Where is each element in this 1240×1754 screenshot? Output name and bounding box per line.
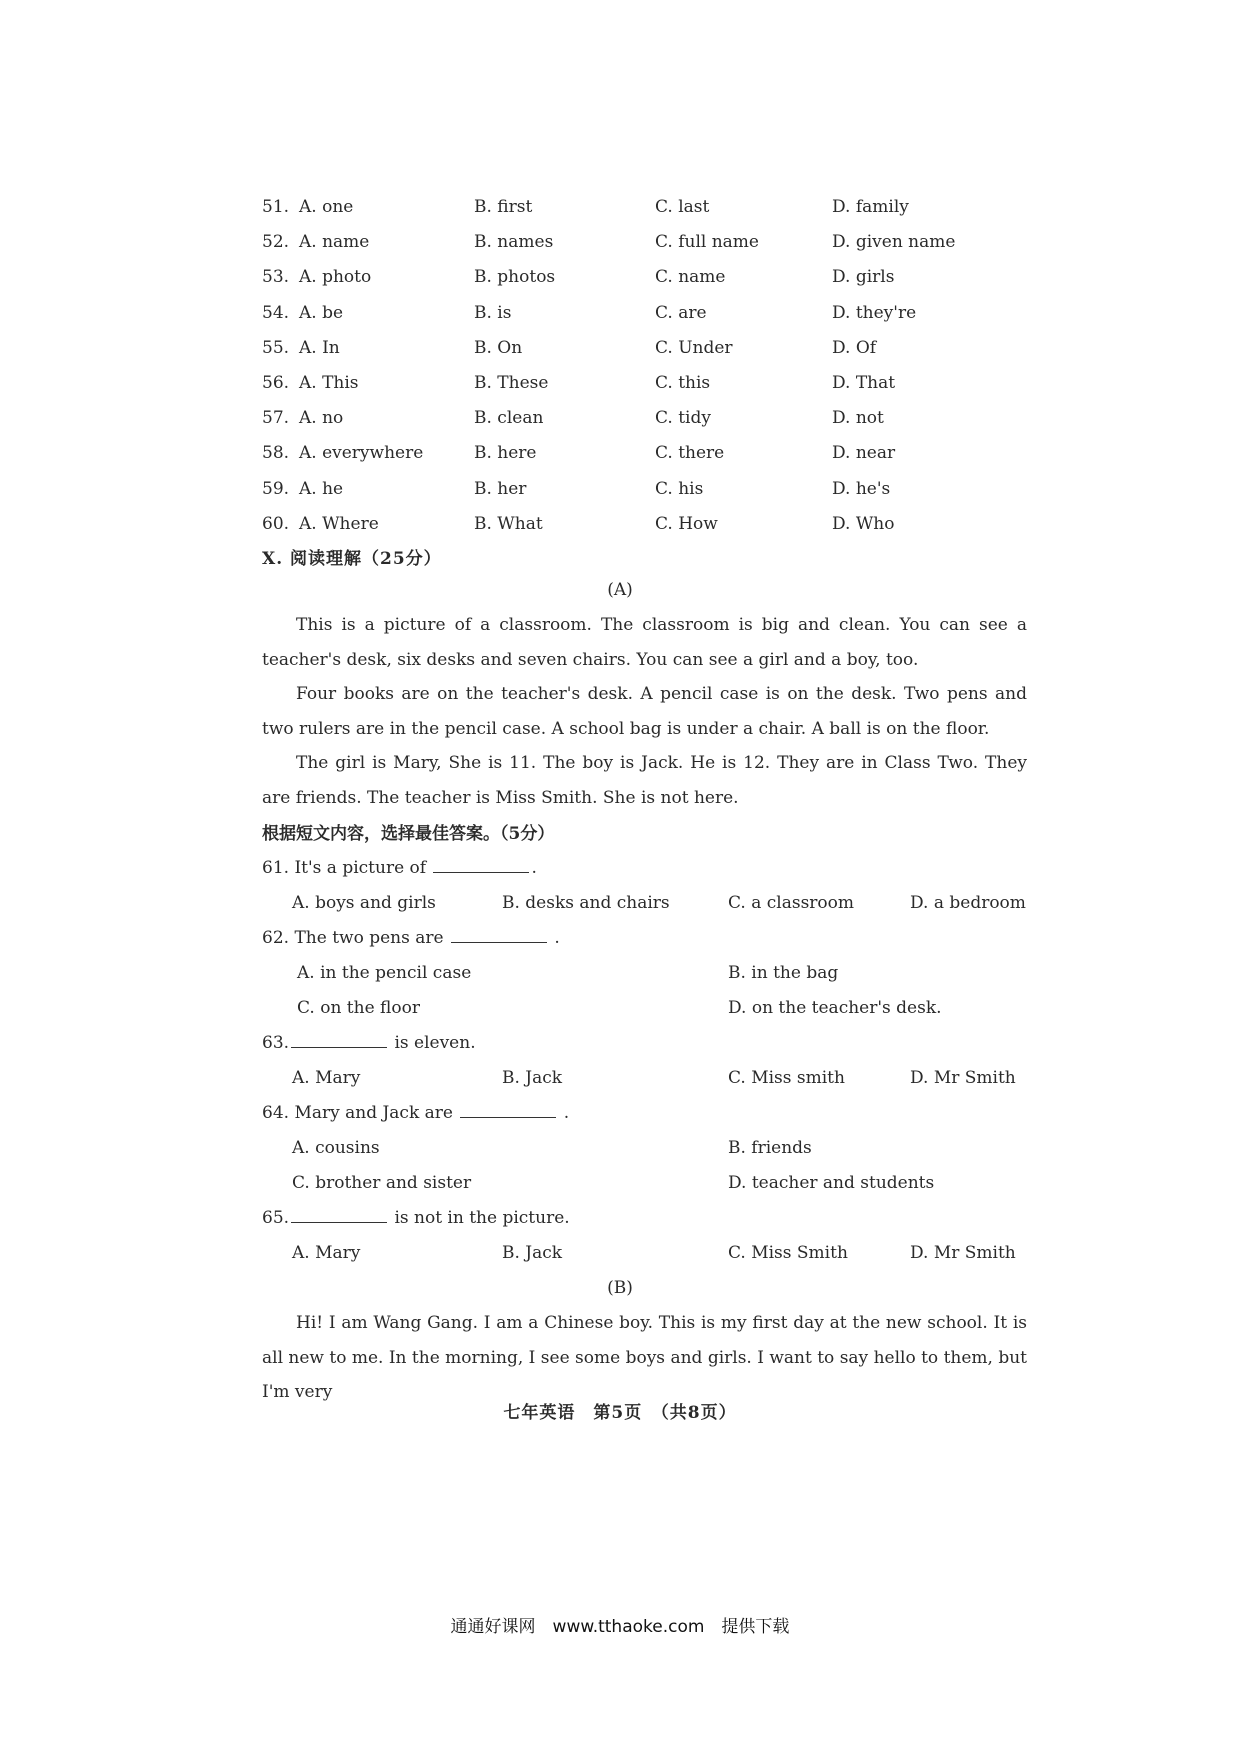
question-64 [262,1098,569,1128]
option-d: D. Who [832,513,895,534]
passage-paragraph: This is a picture of a classroom. The classroom is big and clean. You can see a teacher's desk, six desks and seven chairs. You can see a girl and a boy, too. [262,615,1027,670]
mc-row [262,296,1062,331]
option-a: A. in the pencil case [297,963,472,983]
question-number: 54. [262,302,290,323]
option-c: C. are [655,302,707,323]
option-b: B. first [474,197,533,217]
question-number: 53. [262,267,290,288]
option-d: D. Mr Smith [910,1243,1016,1263]
option-c: C. tidy [655,408,711,429]
option-a: A. name [299,232,370,253]
option-c: C. a classroom [728,893,855,913]
question-number: 56. [262,372,290,393]
option-b: B. photos [474,267,556,288]
question-number: 52. [262,232,290,253]
option-a: A. everywhere [299,443,424,464]
mc-row [262,225,1062,260]
answer-blank [291,1029,387,1048]
mc-row [262,190,1062,225]
option-b: B. is [474,302,512,323]
question-stem: 65. [262,1208,290,1228]
question-stem-end: is not in the picture. [394,1208,570,1228]
question-stem: 63. [262,1033,290,1053]
option-b: B. What [474,513,543,534]
question-stem-end: is eleven. [394,1033,476,1053]
option-b: B. These [474,372,549,393]
mc-row [262,401,1062,436]
question-number: 59. [262,478,290,499]
question-stem-end: . [554,928,560,948]
option-b: B. Jack [502,1243,563,1263]
option-d: D. he's [832,478,891,499]
answer-blank [451,924,547,943]
option-a: A. This [299,372,359,393]
passage-paragraph: Four books are on the teacher's desk. A pencil case is on the desk. Two pens and two rulers are in the pencil case. A school bag is under a chair. A ball is on the floor. [262,684,1027,739]
option-a: A. boys and girls [292,893,436,913]
option-b: B. desks and chairs [502,893,670,913]
passage-paragraph: Hi! I am Wang Gang. I am a Chinese boy. This is my first day at the new school. It is all new to me. In the morning, I see some boys and girls. I want to say hello to them, but I'm very [262,1313,1027,1403]
option-b: B. On [474,337,523,358]
option-c: C. Miss smith [728,1068,845,1088]
option-b: B. clean [474,408,544,429]
option-a: A. photo [299,267,372,288]
passage-a-label: (A) [607,580,633,600]
question-number: 60. [262,513,290,534]
option-a: A. one [299,197,354,217]
option-d: D. a bedroom [910,893,1026,913]
option-a: A. In [299,337,340,358]
question-stem: 64. Mary and Jack are [262,1103,453,1123]
option-c: C. How [655,513,718,534]
option-a: A. cousins [292,1138,380,1158]
cloze-options [262,190,1062,542]
answer-blank [433,854,529,873]
passage-b [262,1306,1027,1410]
mc-row [262,366,1062,401]
option-d: D. That [832,372,896,393]
option-d: D. near [832,443,896,464]
passage-paragraph: The girl is Mary, She is 11. The boy is Jack. He is 12. They are in Class Two. They are friends. The teacher is Miss Smith. She is not here. [262,753,1027,808]
option-c: C. his [655,478,704,499]
option-c: C. on the floor [297,998,420,1018]
option-d: D. on the teacher's desk. [728,998,942,1018]
question-number: 57. [262,408,290,429]
passage-b-label: (B) [607,1278,633,1298]
option-c: C. full name [655,232,759,253]
option-c: C. this [655,372,711,393]
question-number: 51. [262,197,290,217]
option-a: A. Mary [292,1068,361,1088]
option-b: B. her [474,478,527,499]
question-number: 55. [262,337,290,358]
option-b: B. Jack [502,1068,563,1088]
question-stem-end: . [563,1103,570,1123]
option-b: B. in the bag [728,963,839,983]
option-a: A. no [299,408,344,429]
section-title: Ⅹ. 阅读理解（25分） [262,549,442,569]
question-stem: 61. It's a picture of [262,858,427,878]
option-b: B. names [474,232,554,253]
question-61 [262,853,537,883]
answer-blank [460,1099,556,1118]
question-number: 58. [262,443,290,464]
option-d: D. Of [832,337,877,358]
question-65 [262,1203,570,1233]
option-d: D. they're [832,302,917,323]
question-62 [262,923,560,953]
option-d: D. girls [832,267,895,288]
option-c: C. name [655,267,726,288]
option-d: D. teacher and students [728,1173,935,1193]
download-watermark: 通通好课网 www.tthaoke.com 提供下载 [450,1617,790,1637]
answer-blank [291,1204,387,1223]
option-d: D. given name [832,232,956,253]
option-a: A. Where [299,513,379,534]
option-c: C. Under [655,337,733,358]
option-a: A. he [299,478,344,499]
option-d: D. not [832,408,884,429]
mc-row [262,260,1062,295]
option-d: D. family [832,197,909,217]
passage-a [262,608,1027,816]
option-c: C. there [655,443,725,464]
mc-row [262,331,1062,366]
question-stem: 62. The two pens are [262,928,444,948]
page-footer: 七年英语 第5页 （共8页） [503,1403,737,1423]
option-b: B. friends [728,1138,812,1158]
question-63 [262,1028,476,1058]
option-b: B. here [474,443,537,464]
option-a: A. be [299,302,344,323]
option-a: A. Mary [292,1243,361,1263]
mc-row [262,436,1062,471]
mc-row [262,507,1062,542]
option-c: C. Miss Smith [728,1243,848,1263]
option-d: D. Mr Smith [910,1068,1016,1088]
instruction: 根据短文内容，选择最佳答案。（5分） [262,824,555,844]
mc-row [262,472,1062,507]
option-c: C. brother and sister [292,1173,472,1193]
option-c: C. last [655,197,710,217]
question-stem-end: . [531,858,537,878]
